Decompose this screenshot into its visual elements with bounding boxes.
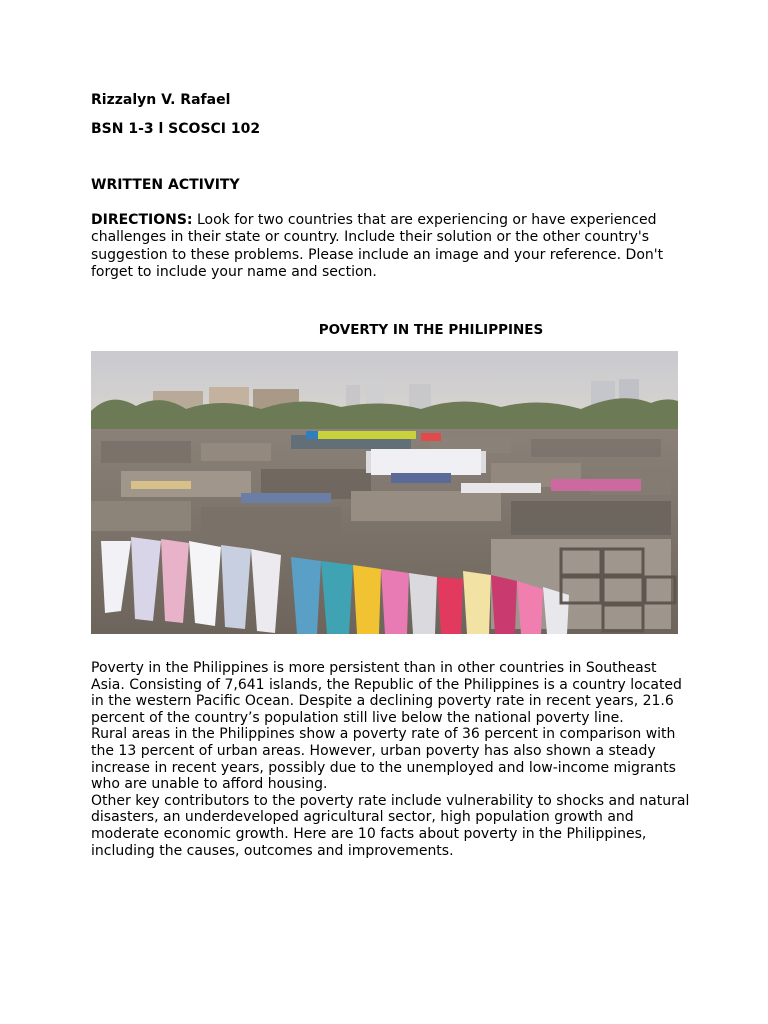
body-paragraph-1: Poverty in the Philippines is more persistent than in other countries in Southeast Asia. Consisting of 7,641 islands, the Republic of the Philippines is a country located in the western Pacific Ocean. Despite a declining poverty rate in recent years, 21.6 percent of the country’s population still live below the national poverty line. — [91, 660, 682, 726]
author-name: Rizzalyn V. Rafael — [91, 92, 231, 108]
section-heading: POVERTY IN THE PHILIPPINES — [318, 322, 544, 338]
course-section: BSN 1-3 l SCOSCI 102 — [91, 121, 261, 137]
body-paragraph-2: Rural areas in the Philippines show a poverty rate of 36 percent in comparison with the 13 percent of urban areas. However, urban poverty has also shown a steady increase in recent years, possibly due to the unemployed and low-income migrants who are unable to afford housing. — [91, 726, 676, 793]
body-paragraph-3: Other key contributors to the poverty rate include vulnerability to shocks and natural disasters, an underdeveloped agricultural sector, high population growth and moderate economic growth. Here are 10 facts about poverty in the Philippines, including the causes, outcomes and improvements. — [91, 792, 690, 859]
directions-label: DIRECTIONS: — [91, 212, 193, 228]
directions-text: Look for two countries that are experiencing or have experienced challenges in their state or country. Include their solution or the other country's suggestion to these problems. Please include an image and your reference. Don't forget to include your name and section. — [91, 212, 664, 280]
directions-paragraph — [91, 212, 681, 281]
body-text — [91, 660, 691, 859]
slum-laundry-photo — [91, 351, 678, 634]
activity-title: WRITTEN ACTIVITY — [91, 177, 240, 193]
